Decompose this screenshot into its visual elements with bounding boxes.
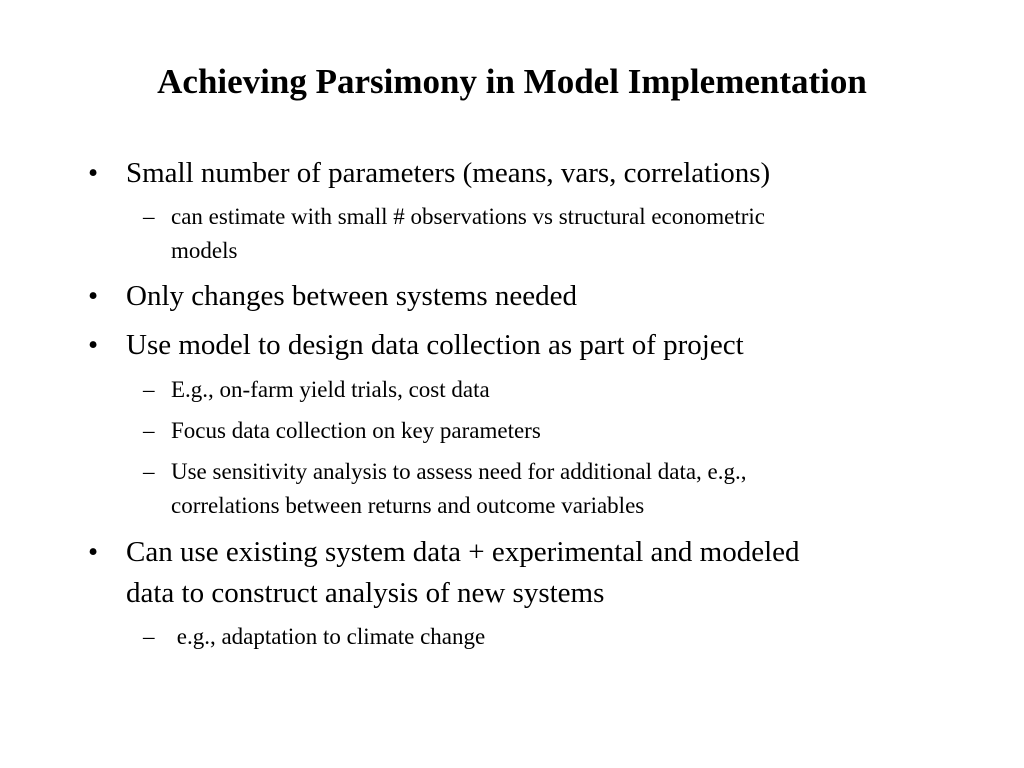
- sub-bullet-text-line: Use sensitivity analysis to assess need for additional data, e.g.,: [171, 459, 747, 484]
- bullet-marker: •: [88, 157, 99, 189]
- sub-bullet-text: e.g., adaptation to climate change: [171, 624, 486, 649]
- sub-bullet-text: Focus data collection on key parameters: [171, 418, 541, 443]
- bullet-marker: •: [88, 536, 99, 568]
- bullet-text-line: Can use existing system data + experimental and modeled: [126, 536, 800, 568]
- sub-bullet-marker: –: [143, 459, 155, 484]
- bullet-marker: •: [88, 329, 99, 361]
- bullet-text: Small number of parameters (means, vars, correlations): [126, 157, 771, 189]
- bullet-text: Use model to design data collection as part of project: [126, 329, 744, 361]
- sub-bullet-text: E.g., on-farm yield trials, cost data: [171, 377, 490, 402]
- sub-bullet-marker: –: [143, 204, 155, 229]
- slide-title: Achieving Parsimony in Model Implementation: [157, 62, 867, 101]
- bullet-text-line: data to construct analysis of new systems: [126, 577, 605, 609]
- sub-bullet-marker: –: [143, 418, 155, 443]
- bullet-marker: •: [88, 280, 99, 312]
- sub-bullet-text-line: models: [171, 238, 238, 263]
- bullet-text: Only changes between systems needed: [126, 280, 577, 312]
- sub-bullet-text-line: can estimate with small # observations vs structural econometric: [171, 204, 766, 229]
- sub-bullet-marker: –: [143, 624, 155, 649]
- sub-bullet-text-line: correlations between returns and outcome variables: [171, 493, 645, 518]
- sub-bullet-marker: –: [143, 377, 155, 402]
